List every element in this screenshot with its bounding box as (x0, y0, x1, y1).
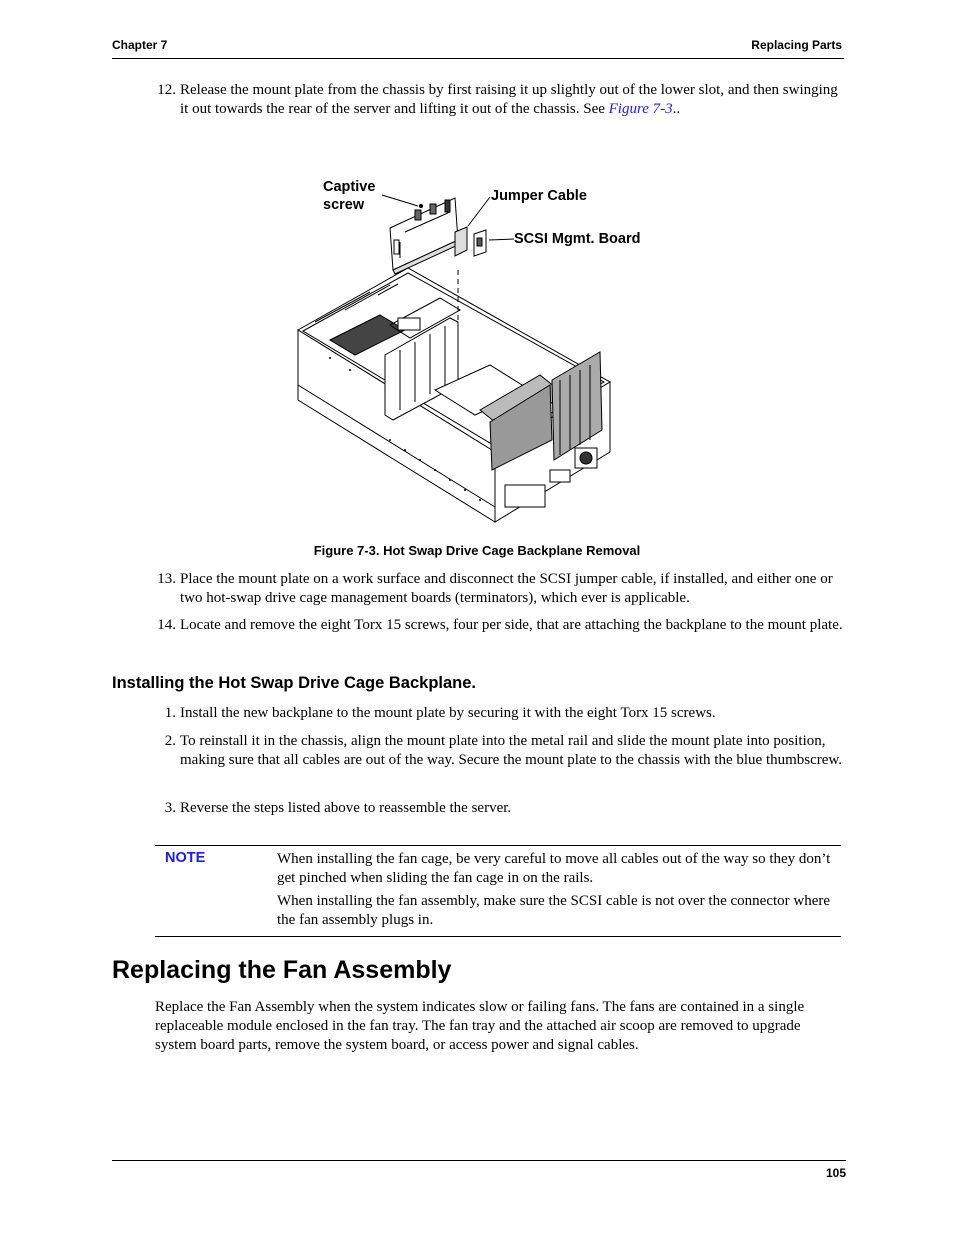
install-step-3 (150, 799, 845, 819)
note-label: NOTE (165, 850, 206, 866)
fan-body-paragraph: Replace the Fan Assembly when the system indicates slow or failing fans. The fans are contained in a single replaceable module enclosed in the fan tray. The fan tray and the attached air scoop are removed to upgrade system board parts, remove the system board, or access power and signal cables. (155, 999, 805, 1053)
callout-scsi-mgmt-board: SCSI Mgmt. Board (514, 231, 641, 247)
step-text: Reverse the steps listed above to reassemble the server. (180, 800, 512, 816)
step-number: 1. (164, 705, 176, 721)
step-12-trailing: .. (672, 101, 681, 117)
note-bottom-rule (155, 936, 841, 937)
callout-captive-screw-line1: Captive (323, 179, 376, 195)
header-rule (112, 58, 844, 59)
note-paragraph-2: When installing the fan assembly, make sure the SCSI cable is not over the connector where the fan assembly plugs in. (277, 893, 831, 928)
footer-rule (112, 1160, 846, 1161)
callout-captive-screw-line2: screw (323, 197, 365, 213)
step-text: Place the mount plate on a work surface and disconnect the SCSI jumper cable, if installed, and either one or two hot-swap drive cage management boards (terminators), which ever is applicable. (180, 571, 833, 606)
figure-7-3 (290, 170, 670, 530)
step-number: 3. (164, 800, 176, 816)
section-heading: Replacing the Fan Assembly (112, 956, 452, 984)
step-number: 14. (157, 617, 176, 633)
figure-7-3-link[interactable]: Figure 7-3 (608, 101, 673, 117)
callout-jumper-cable: Jumper Cable (491, 188, 587, 204)
page-number: 105 (825, 1166, 846, 1180)
running-head-section: Replacing Parts (751, 38, 842, 52)
chassis-illustration (290, 170, 670, 530)
step-text: Locate and remove the eight Torx 15 screws, four per side, that are attaching the backplane to the mount plate. (180, 617, 843, 633)
step-number: 2. (164, 733, 176, 749)
note-top-rule (155, 845, 841, 846)
step-text (180, 81, 843, 119)
step-12 (150, 81, 845, 121)
note-paragraph-1: When installing the fan cage, be very careful to move all cables out of the way so they don’t get pinched when sliding the fan cage in on the rails. (277, 851, 831, 886)
step-number: 12. (157, 82, 176, 98)
step-number: 13. (157, 571, 176, 587)
step-text: To reinstall it in the chassis, align the mount plate into the metal rail and slide the mount plate into position, making sure that all cables are out of the way. Secure the mount plate to the chassis with the blue thumbscrew. (180, 733, 843, 768)
install-step-1 (150, 704, 845, 724)
install-step-2 (150, 732, 845, 792)
step-14 (150, 616, 845, 656)
running-head-chapter: Chapter 7 (112, 38, 168, 52)
step-12-text: Release the mount plate from the chassis by first raising it up slightly out of the lower slot, and then swinging it out towards the rear of the server and lifting it out of the chassis. See (180, 82, 838, 117)
step-text: Install the new backplane to the mount plate by securing it with the eight Torx 15 screws. (180, 705, 716, 721)
step-13 (150, 570, 845, 610)
figure-caption: Figure 7-3. Hot Swap Drive Cage Backplane Removal (313, 543, 641, 558)
installing-heading: Installing the Hot Swap Drive Cage Backplane. (112, 674, 477, 692)
